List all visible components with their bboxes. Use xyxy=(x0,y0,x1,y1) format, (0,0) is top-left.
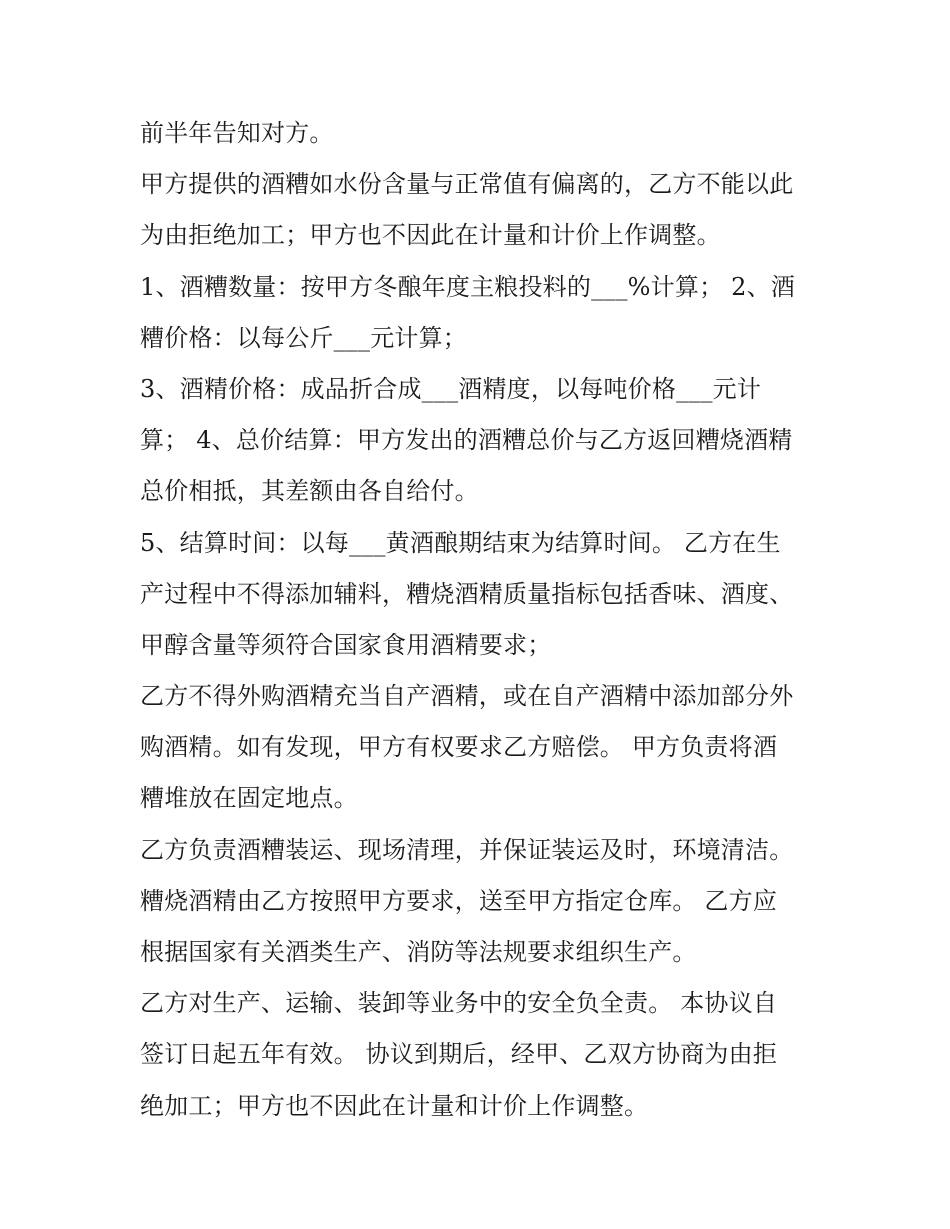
text-line: 根据国家有关酒类生产、消防等法规要求组织生产。 xyxy=(140,938,697,966)
text-line: 糟堆放在固定地点。 xyxy=(140,784,358,813)
document-body xyxy=(140,108,820,1132)
text-line: 乙方不得外购酒精充当自产酒精，或在自产酒精中添加部分外 xyxy=(140,682,794,711)
text-line: 产过程中不得添加辅料，糟烧酒精质量指标包括香味、酒度、 xyxy=(140,579,794,608)
text-line: 3、酒精价格：成品折合成___酒精度，以每吨价格___元计 xyxy=(140,374,762,403)
text-line: 购酒精。如有发现，甲方有权要求乙方赔偿。 甲方负责将酒 xyxy=(140,733,778,762)
text-line: 算； 4、总价结算：甲方发出的酒糟总价与乙方返回糟烧酒精 xyxy=(140,426,793,455)
text-line: 绝加工；甲方也不因此在计量和计价上作调整。 xyxy=(140,1091,649,1120)
text-line: 糟价格：以每公斤___元计算； xyxy=(140,323,467,352)
text-line: 前半年告知对方。 xyxy=(140,119,334,147)
text-line: 1、酒糟数量：按甲方冬酿年度主粮投料的___%计算； 2、酒 xyxy=(140,272,795,301)
text-line: 甲方提供的酒糟如水份含量与正常值有偏离的，乙方不能以此 xyxy=(140,170,794,199)
text-line: 乙方对生产、运输、装卸等业务中的安全负全责。 本协议自 xyxy=(140,989,778,1018)
text-line: 5、结算时间：以每___黄酒酿期结束为结算时间。 乙方在生 xyxy=(140,528,781,557)
text-line: 糟烧酒精由乙方按照甲方要求，送至甲方指定仓库。 乙方应 xyxy=(140,886,778,915)
text-line: 签订日起五年有效。 协议到期后，经甲、乙双方协商为由拒 xyxy=(140,1040,778,1069)
text-line: 为由拒绝加工；甲方也不因此在计量和计价上作调整。 xyxy=(140,221,721,250)
text-line: 总价相抵，其差额由各自给付。 xyxy=(140,477,479,506)
text-line: 乙方负责酒糟装运、现场清理，并保证装运及时，环境清洁。 xyxy=(140,835,794,864)
text-line: 甲醇含量等须符合国家食用酒精要求； xyxy=(140,630,552,659)
